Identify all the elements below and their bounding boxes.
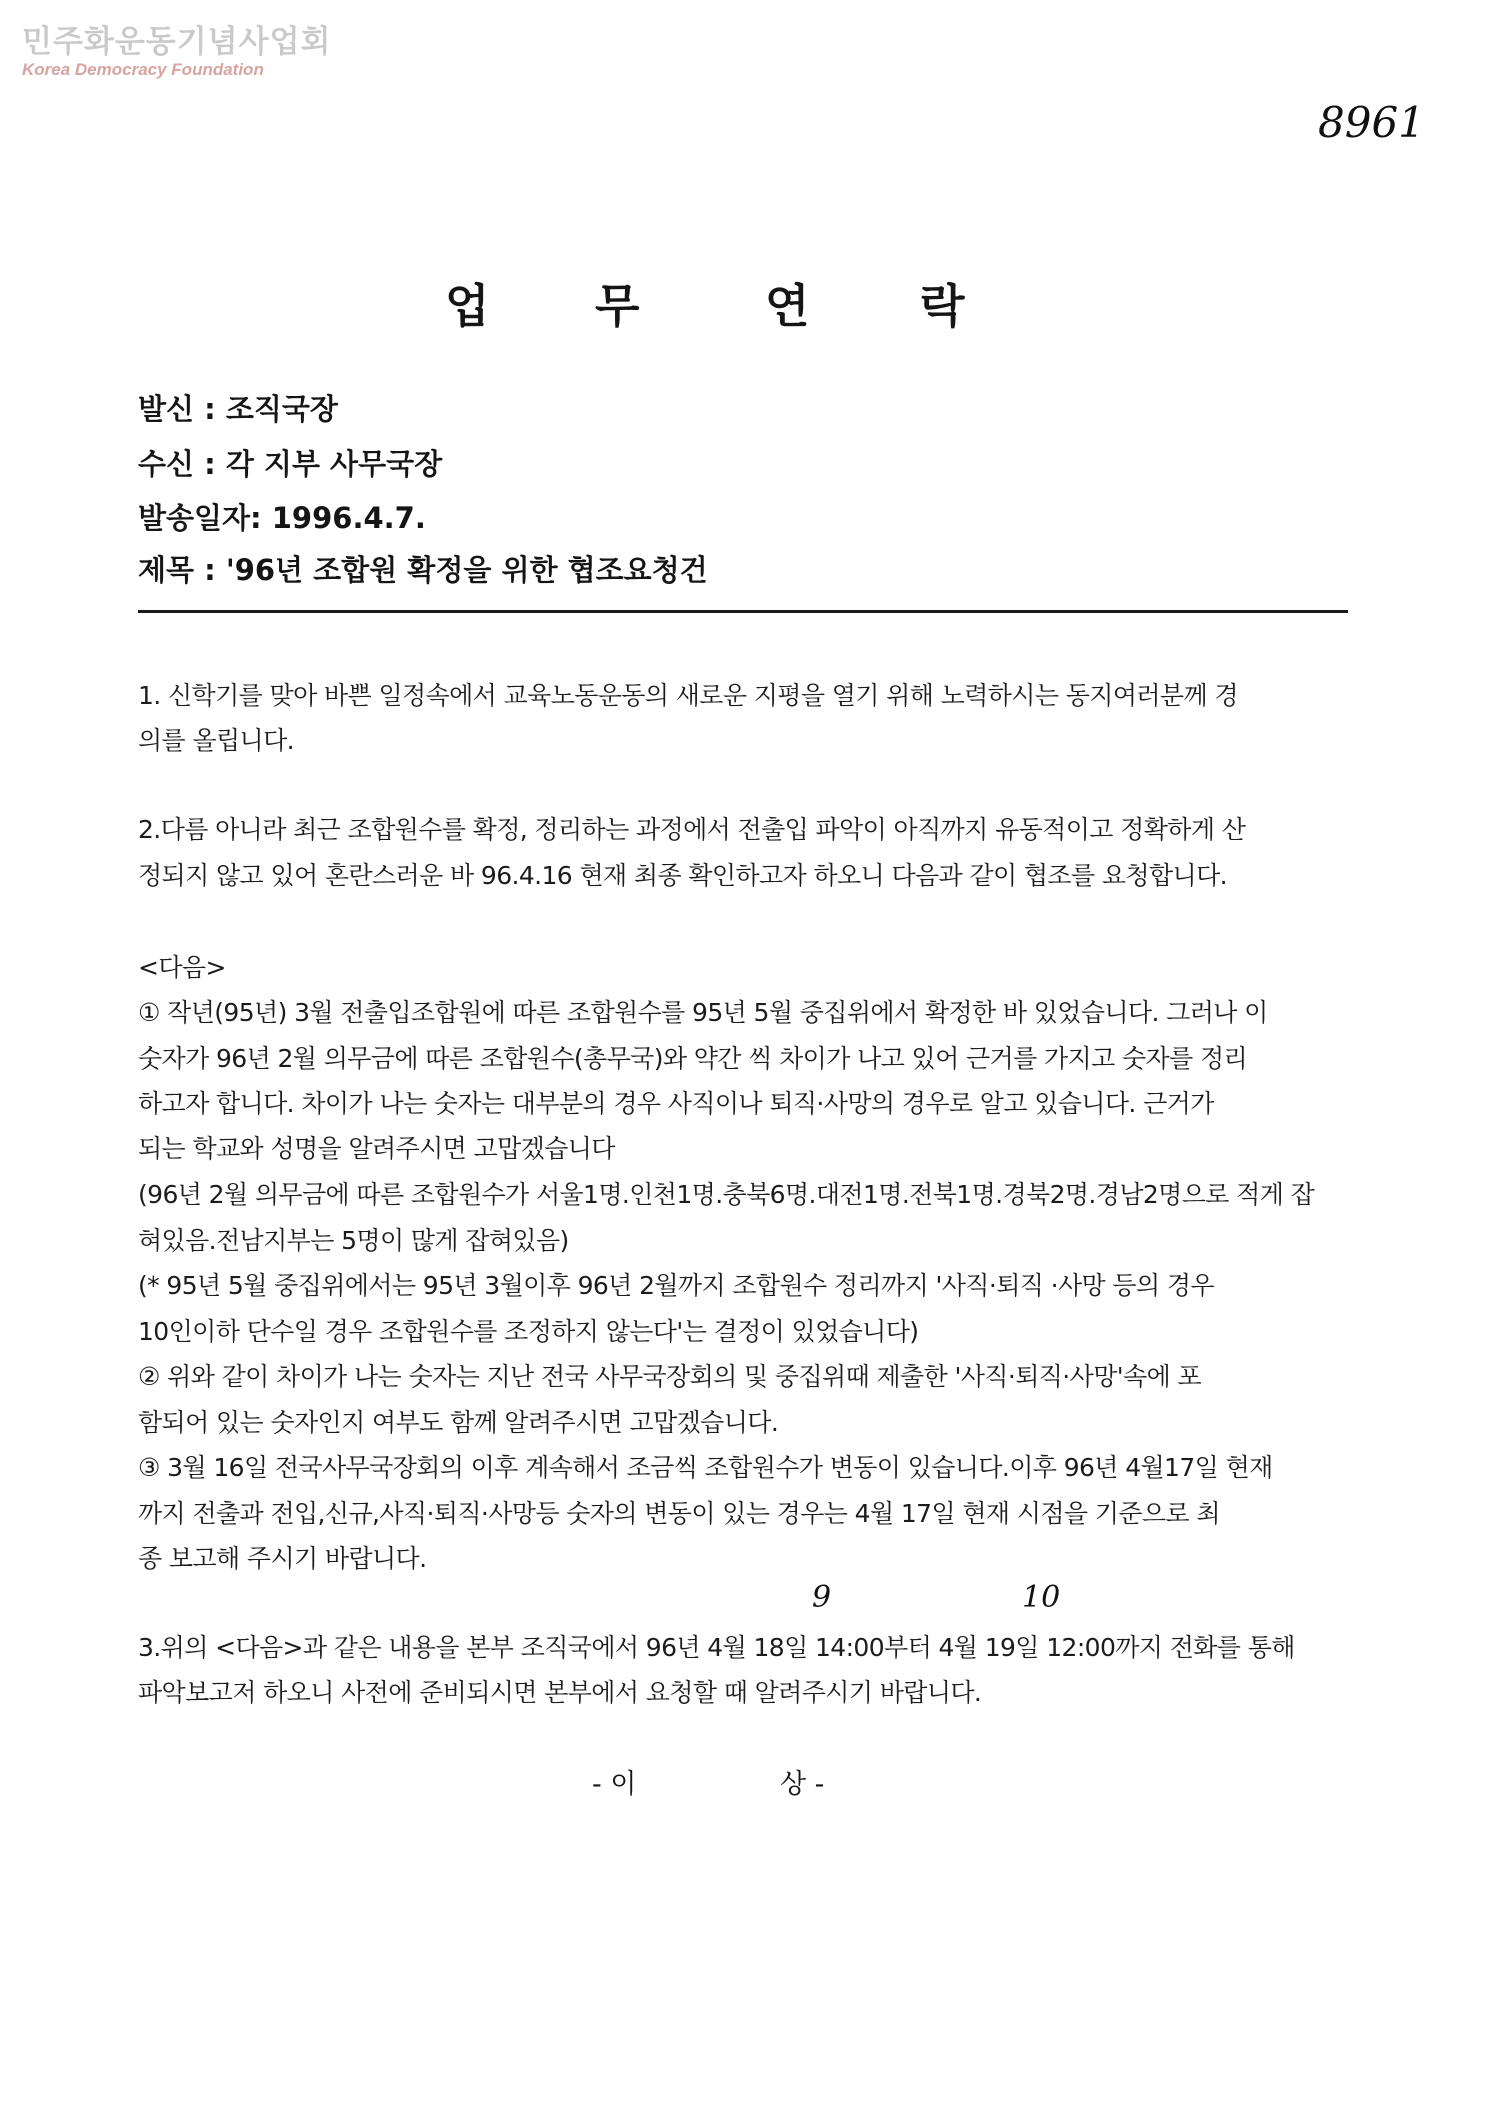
- body-line: 하고자 합니다. 차이가 나는 숫자는 대부분의 경우 사직이나 퇴직·사망의 경우로 알고 있습니다. 근거가: [138, 1089, 1214, 1118]
- body-line: (* 95년 5월 중집위에서는 95년 3월이후 96년 2월까지 조합원수 정리까지 '사직·퇴직 ·사망 등의 경우: [138, 1271, 1214, 1300]
- receiver-line: 수신 : 각 지부 사무국장: [138, 447, 443, 481]
- handwritten-correction-1: 9: [812, 1580, 832, 1615]
- body-line: ① 작년(95년) 3월 전출입조합원에 따른 조합원수를 95년 5월 중집위에서 확정한 바 있었습니다. 그러나 이: [138, 998, 1268, 1027]
- date-line: 발송일자: 1996.4.7.: [138, 501, 426, 535]
- body-line: 1. 신학기를 맞아 바쁜 일정속에서 교육노동운동의 새로운 지평을 열기 위해 노력하시는 동지여러분께 경: [138, 681, 1238, 710]
- body-line: 3.위의 <다음>과 같은 내용을 본부 조직국에서 96년 4월 18일 14:00부터 4월 19일 12:00까지 전화를 통해: [138, 1633, 1295, 1662]
- body-line: ③ 3월 16일 전국사무국장회의 이후 계속해서 조금씩 조합원수가 변동이 있습니다.이후 96년 4월17일 현재: [138, 1453, 1273, 1482]
- handwritten-correction-2: 10: [1022, 1580, 1061, 1615]
- body-line: ② 위와 같이 차이가 나는 숫자는 지난 전국 사무국장회의 및 중집위때 제출한 '사직·퇴직·사망'속에 포: [138, 1362, 1202, 1391]
- body-line: 혀있음.전남지부는 5명이 많게 잡혀있음): [138, 1226, 569, 1255]
- body-line: 종 보고해 주시기 바랍니다.: [138, 1544, 427, 1573]
- watermark-english: Korea Democracy Foundation: [22, 60, 264, 79]
- body-line: 2.다름 아니라 최근 조합원수를 확정, 정리하는 과정에서 전출입 파악이 아직까지 유동적이고 정확하게 산: [138, 815, 1246, 844]
- body-line: 파악보고저 하오니 사전에 준비되시면 본부에서 요청할 때 알려주시기 바랍니다.: [138, 1678, 982, 1707]
- sender-line: 발신 : 조직국장: [138, 392, 338, 426]
- body-line: (96년 2월 의무금에 따른 조합원수가 서울1명.인천1명.충북6명.대전1명.전북1명.경북2명.경남2명으로 적게 잡: [138, 1180, 1315, 1209]
- body-line: 10인이하 단수일 경우 조합원수를 조정하지 않는다'는 결정이 있었습니다): [138, 1317, 919, 1346]
- title-char-2: 무: [595, 279, 640, 333]
- body-line: 함되어 있는 숫자인지 여부도 함께 알려주시면 고맙겠습니다.: [138, 1408, 779, 1437]
- header-divider: [138, 610, 1348, 613]
- title-char-1: 업: [445, 279, 490, 333]
- body-line: 의를 올립니다.: [138, 726, 294, 755]
- title-char-4: 락: [920, 279, 965, 333]
- body-line: 까지 전출과 전입,신규,사직·퇴직·사망등 숫자의 변동이 있는 경우는 4월 17일 현재 시점을 기준으로 최: [138, 1499, 1220, 1528]
- body-line: 숫자가 96년 2월 의무금에 따른 조합원수(총무국)와 약간 씩 차이가 나고 있어 근거를 가지고 숫자를 정리: [138, 1044, 1248, 1073]
- closing-right: 상 -: [780, 1769, 825, 1800]
- subject-line: 제목 : '96년 조합원 확정을 위한 협조요청건: [138, 553, 708, 587]
- body-line: 되는 학교와 성명을 알려주시면 고맙겠습니다: [138, 1134, 615, 1163]
- closing-left: - 이: [592, 1769, 637, 1800]
- watermark: [22, 24, 331, 80]
- body-line: <다음>: [138, 953, 226, 982]
- watermark-korean: 민주화운동기념사업회: [22, 24, 332, 60]
- document-number: 8961: [1318, 98, 1425, 147]
- title-char-3: 연: [765, 279, 810, 333]
- body-line: 정되지 않고 있어 혼란스러운 바 96.4.16 현재 최종 확인하고자 하오니 다음과 같이 협조를 요청합니다.: [138, 861, 1227, 890]
- document-title: [0, 270, 1485, 340]
